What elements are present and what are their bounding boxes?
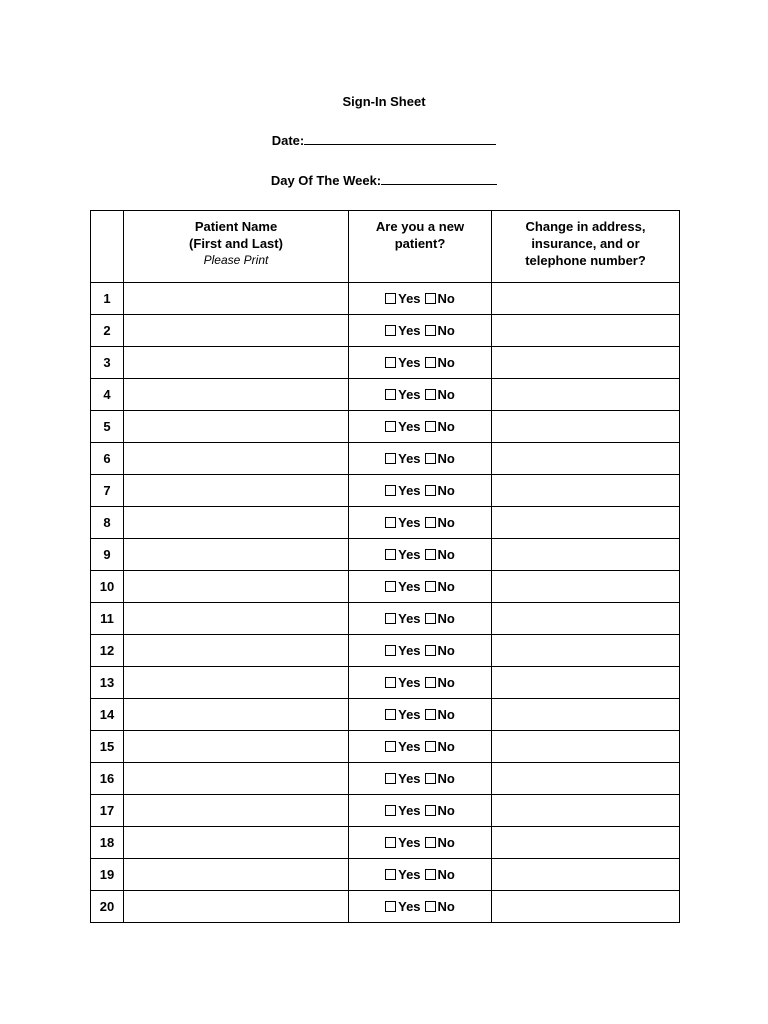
yes-option[interactable] <box>385 899 420 914</box>
table-header-row <box>91 211 680 283</box>
yes-label: Yes <box>398 547 421 562</box>
no-option[interactable] <box>425 611 455 626</box>
no-label: No <box>437 547 455 562</box>
yes-option[interactable] <box>385 451 420 466</box>
yes-option[interactable] <box>385 611 420 626</box>
new-patient-cell <box>349 539 492 571</box>
no-option[interactable] <box>425 387 455 402</box>
patient-name-cell[interactable] <box>124 763 349 795</box>
yes-checkbox-icon[interactable] <box>385 901 396 912</box>
table-row <box>91 859 680 891</box>
patient-name-cell[interactable] <box>124 283 349 315</box>
yes-label: Yes <box>398 323 421 338</box>
header-new-patient <box>349 211 492 283</box>
yes-checkbox-icon[interactable] <box>385 613 396 624</box>
patient-name-cell[interactable] <box>124 731 349 763</box>
new-patient-cell <box>349 315 492 347</box>
change-info-cell[interactable] <box>492 763 680 795</box>
no-label: No <box>437 419 455 434</box>
row-number: 10 <box>91 571 124 603</box>
no-label: No <box>437 739 455 754</box>
no-option[interactable] <box>425 643 455 658</box>
table-row <box>91 763 680 795</box>
new-patient-cell <box>349 603 492 635</box>
yes-checkbox-icon[interactable] <box>385 517 396 528</box>
row-number: 14 <box>91 699 124 731</box>
yes-label: Yes <box>398 483 421 498</box>
no-option[interactable] <box>425 291 455 306</box>
no-label: No <box>437 323 455 338</box>
yes-checkbox-icon[interactable] <box>385 453 396 464</box>
yes-option[interactable] <box>385 835 420 850</box>
yes-checkbox-icon[interactable] <box>385 421 396 432</box>
change-info-cell[interactable] <box>492 475 680 507</box>
table-row <box>91 507 680 539</box>
yes-checkbox-icon[interactable] <box>385 645 396 656</box>
yes-label: Yes <box>398 387 421 402</box>
yes-option[interactable] <box>385 323 420 338</box>
yes-option[interactable] <box>385 387 420 402</box>
patient-name-cell[interactable] <box>124 315 349 347</box>
row-number: 2 <box>91 315 124 347</box>
row-number: 9 <box>91 539 124 571</box>
no-label: No <box>437 707 455 722</box>
yes-label: Yes <box>398 355 421 370</box>
yes-label: Yes <box>398 291 421 306</box>
no-label: No <box>437 867 455 882</box>
patient-name-cell[interactable] <box>124 667 349 699</box>
yes-option[interactable] <box>385 739 420 754</box>
new-patient-cell <box>349 475 492 507</box>
table-row <box>91 411 680 443</box>
yes-checkbox-icon[interactable] <box>385 357 396 368</box>
date-blank-line[interactable] <box>304 132 496 145</box>
table-row <box>91 347 680 379</box>
patient-name-cell[interactable] <box>124 539 349 571</box>
header-change-info-line2: insurance, and or <box>531 236 640 251</box>
new-patient-cell <box>349 347 492 379</box>
no-label: No <box>437 579 455 594</box>
no-label: No <box>437 483 455 498</box>
yes-label: Yes <box>398 579 421 594</box>
table-row <box>91 443 680 475</box>
new-patient-cell <box>349 795 492 827</box>
change-info-cell[interactable] <box>492 283 680 315</box>
no-option[interactable] <box>425 899 455 914</box>
header-patient-name-line2: (First and Last) <box>189 236 283 251</box>
no-checkbox-icon[interactable] <box>425 421 436 432</box>
header-change-info <box>492 211 680 283</box>
row-number: 12 <box>91 635 124 667</box>
no-checkbox-icon[interactable] <box>425 613 436 624</box>
new-patient-cell <box>349 283 492 315</box>
no-label: No <box>437 771 455 786</box>
no-checkbox-icon[interactable] <box>425 869 436 880</box>
table-row <box>91 795 680 827</box>
no-checkbox-icon[interactable] <box>425 293 436 304</box>
header-please-print-note: Please Print <box>203 253 269 267</box>
change-info-cell[interactable] <box>492 411 680 443</box>
yes-label: Yes <box>398 899 421 914</box>
no-checkbox-icon[interactable] <box>425 485 436 496</box>
yes-label: Yes <box>398 803 421 818</box>
table-row <box>91 891 680 923</box>
new-patient-cell <box>349 379 492 411</box>
yes-checkbox-icon[interactable] <box>385 389 396 400</box>
yes-label: Yes <box>398 611 421 626</box>
row-number: 17 <box>91 795 124 827</box>
yes-label: Yes <box>398 739 421 754</box>
row-number: 3 <box>91 347 124 379</box>
header-number <box>91 211 124 283</box>
patient-name-cell[interactable] <box>124 411 349 443</box>
header-new-patient-line1: Are you a new <box>375 219 465 234</box>
patient-name-cell[interactable] <box>124 891 349 923</box>
no-label: No <box>437 451 455 466</box>
new-patient-cell <box>349 699 492 731</box>
yes-checkbox-icon[interactable] <box>385 869 396 880</box>
patient-name-cell[interactable] <box>124 699 349 731</box>
date-field-line <box>0 132 768 148</box>
header-new-patient-line2: patient? <box>394 236 446 251</box>
no-option[interactable] <box>425 803 455 818</box>
change-info-cell[interactable] <box>492 635 680 667</box>
header-change-info-line3: telephone number? <box>525 253 646 268</box>
row-number: 11 <box>91 603 124 635</box>
no-label: No <box>437 355 455 370</box>
row-number: 5 <box>91 411 124 443</box>
table-row <box>91 571 680 603</box>
no-label: No <box>437 643 455 658</box>
no-checkbox-icon[interactable] <box>425 805 436 816</box>
yes-option[interactable] <box>385 419 420 434</box>
no-checkbox-icon[interactable] <box>425 709 436 720</box>
table-row <box>91 603 680 635</box>
yes-label: Yes <box>398 451 421 466</box>
no-checkbox-icon[interactable] <box>425 517 436 528</box>
change-info-cell[interactable] <box>492 379 680 411</box>
change-info-cell[interactable] <box>492 603 680 635</box>
no-checkbox-icon[interactable] <box>425 325 436 336</box>
patient-name-cell[interactable] <box>124 379 349 411</box>
yes-label: Yes <box>398 835 421 850</box>
change-info-cell[interactable] <box>492 571 680 603</box>
patient-name-cell[interactable] <box>124 859 349 891</box>
new-patient-cell <box>349 571 492 603</box>
table-row <box>91 379 680 411</box>
new-patient-cell <box>349 763 492 795</box>
header-patient-name-line1: Patient Name <box>194 219 278 234</box>
new-patient-cell <box>349 891 492 923</box>
change-info-cell[interactable] <box>492 443 680 475</box>
table-row <box>91 667 680 699</box>
yes-checkbox-icon[interactable] <box>385 549 396 560</box>
no-label: No <box>437 675 455 690</box>
table-row <box>91 475 680 507</box>
no-checkbox-icon[interactable] <box>425 645 436 656</box>
no-checkbox-icon[interactable] <box>425 357 436 368</box>
no-option[interactable] <box>425 515 455 530</box>
sign-in-table <box>90 210 680 923</box>
yes-checkbox-icon[interactable] <box>385 581 396 592</box>
yes-option[interactable] <box>385 579 420 594</box>
patient-name-cell[interactable] <box>124 795 349 827</box>
change-info-cell[interactable] <box>492 347 680 379</box>
patient-name-cell[interactable] <box>124 507 349 539</box>
no-option[interactable] <box>425 547 455 562</box>
yes-checkbox-icon[interactable] <box>385 325 396 336</box>
new-patient-cell <box>349 411 492 443</box>
change-info-cell[interactable] <box>492 731 680 763</box>
row-number: 19 <box>91 859 124 891</box>
yes-checkbox-icon[interactable] <box>385 837 396 848</box>
change-info-cell[interactable] <box>492 827 680 859</box>
yes-checkbox-icon[interactable] <box>385 773 396 784</box>
no-checkbox-icon[interactable] <box>425 677 436 688</box>
patient-name-cell[interactable] <box>124 635 349 667</box>
row-number: 16 <box>91 763 124 795</box>
no-checkbox-icon[interactable] <box>425 549 436 560</box>
table-row <box>91 635 680 667</box>
no-label: No <box>437 291 455 306</box>
row-number: 7 <box>91 475 124 507</box>
yes-option[interactable] <box>385 707 420 722</box>
table-row <box>91 827 680 859</box>
day-of-week-blank-line[interactable] <box>381 172 497 185</box>
no-checkbox-icon[interactable] <box>425 837 436 848</box>
yes-label: Yes <box>398 707 421 722</box>
no-option[interactable] <box>425 483 455 498</box>
patient-name-cell[interactable] <box>124 475 349 507</box>
patient-name-cell[interactable] <box>124 571 349 603</box>
yes-option[interactable] <box>385 547 420 562</box>
yes-label: Yes <box>398 515 421 530</box>
yes-label: Yes <box>398 419 421 434</box>
yes-option[interactable] <box>385 643 420 658</box>
yes-option[interactable] <box>385 803 420 818</box>
new-patient-cell <box>349 859 492 891</box>
patient-name-cell[interactable] <box>124 347 349 379</box>
no-option[interactable] <box>425 867 455 882</box>
row-number: 4 <box>91 379 124 411</box>
table-row <box>91 539 680 571</box>
no-checkbox-icon[interactable] <box>425 453 436 464</box>
row-number: 13 <box>91 667 124 699</box>
yes-checkbox-icon[interactable] <box>385 293 396 304</box>
day-of-week-label: Day Of The Week: <box>270 173 382 188</box>
header-change-info-line1: Change in address, <box>525 219 646 234</box>
no-option[interactable] <box>425 419 455 434</box>
change-info-cell[interactable] <box>492 699 680 731</box>
date-label: Date: <box>271 133 305 148</box>
no-option[interactable] <box>425 451 455 466</box>
no-checkbox-icon[interactable] <box>425 581 436 592</box>
yes-checkbox-icon[interactable] <box>385 805 396 816</box>
yes-option[interactable] <box>385 515 420 530</box>
patient-name-cell[interactable] <box>124 443 349 475</box>
yes-checkbox-icon[interactable] <box>385 485 396 496</box>
change-info-cell[interactable] <box>492 667 680 699</box>
yes-checkbox-icon[interactable] <box>385 741 396 752</box>
yes-option[interactable] <box>385 867 420 882</box>
no-option[interactable] <box>425 739 455 754</box>
new-patient-cell <box>349 827 492 859</box>
no-checkbox-icon[interactable] <box>425 389 436 400</box>
row-number: 18 <box>91 827 124 859</box>
yes-option[interactable] <box>385 771 420 786</box>
no-label: No <box>437 611 455 626</box>
day-of-week-field-line <box>0 172 768 188</box>
row-number: 15 <box>91 731 124 763</box>
yes-label: Yes <box>398 771 421 786</box>
no-option[interactable] <box>425 579 455 594</box>
yes-checkbox-icon[interactable] <box>385 677 396 688</box>
change-info-cell[interactable] <box>492 539 680 571</box>
new-patient-cell <box>349 635 492 667</box>
yes-option[interactable] <box>385 291 420 306</box>
patient-name-cell[interactable] <box>124 603 349 635</box>
new-patient-cell <box>349 731 492 763</box>
row-number: 6 <box>91 443 124 475</box>
yes-option[interactable] <box>385 355 420 370</box>
no-label: No <box>437 803 455 818</box>
no-option[interactable] <box>425 771 455 786</box>
new-patient-cell <box>349 667 492 699</box>
yes-label: Yes <box>398 643 421 658</box>
yes-option[interactable] <box>385 483 420 498</box>
table-row <box>91 283 680 315</box>
yes-label: Yes <box>398 867 421 882</box>
row-number: 1 <box>91 283 124 315</box>
row-number: 8 <box>91 507 124 539</box>
no-checkbox-icon[interactable] <box>425 901 436 912</box>
change-info-cell[interactable] <box>492 795 680 827</box>
header-patient-name <box>124 211 349 283</box>
no-option[interactable] <box>425 707 455 722</box>
no-label: No <box>437 899 455 914</box>
patient-name-cell[interactable] <box>124 827 349 859</box>
no-option[interactable] <box>425 675 455 690</box>
no-label: No <box>437 835 455 850</box>
no-option[interactable] <box>425 323 455 338</box>
no-label: No <box>437 387 455 402</box>
table-body <box>91 283 680 923</box>
no-checkbox-icon[interactable] <box>425 741 436 752</box>
change-info-cell[interactable] <box>492 859 680 891</box>
no-option[interactable] <box>425 355 455 370</box>
new-patient-cell <box>349 443 492 475</box>
table-row <box>91 731 680 763</box>
no-label: No <box>437 515 455 530</box>
table-row <box>91 699 680 731</box>
new-patient-cell <box>349 507 492 539</box>
change-info-cell[interactable] <box>492 507 680 539</box>
yes-option[interactable] <box>385 675 420 690</box>
page-title: Sign-In Sheet <box>342 94 426 109</box>
change-info-cell[interactable] <box>492 891 680 923</box>
table-row <box>91 315 680 347</box>
no-option[interactable] <box>425 835 455 850</box>
no-checkbox-icon[interactable] <box>425 773 436 784</box>
change-info-cell[interactable] <box>492 315 680 347</box>
row-number: 20 <box>91 891 124 923</box>
yes-label: Yes <box>398 675 421 690</box>
yes-checkbox-icon[interactable] <box>385 709 396 720</box>
